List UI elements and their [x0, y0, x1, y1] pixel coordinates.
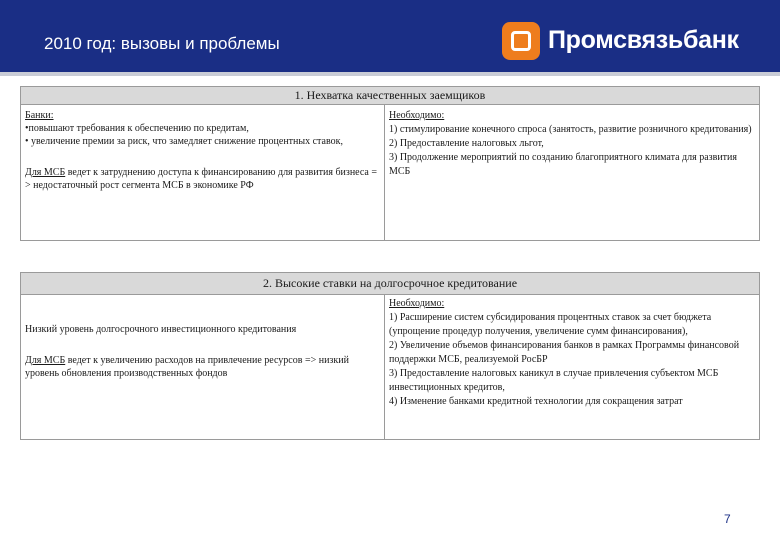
- measure-item: 1) Расширение систем субсидирования процентных ставок за счет бюджета (упрощение процедур получения, увеличение сумм финансирования),: [389, 312, 712, 337]
- measure-item: 2) Предоставление налоговых льгот,: [389, 138, 544, 149]
- measure-item: 4) Изменение банками кредитной технологии для сокращения затрат: [389, 396, 683, 407]
- header-divider: [0, 72, 780, 76]
- banks-label: Банки:: [25, 110, 54, 121]
- section-1-measures: [389, 109, 755, 179]
- slide-title: 2010 год: вызовы и проблемы: [44, 34, 280, 53]
- measure-item: 3) Продолжение мероприятий по созданию благоприятного климата для развития МСБ: [389, 152, 737, 177]
- measure-item: 1) стимулирование конечного спроса (занятость, развитие розничного кредитования): [389, 124, 752, 135]
- needed-label: Необходимо:: [389, 110, 445, 121]
- msb-text: ведет к затруднению доступа к финансированию для развития бизнеса = > недостаточный рост сегмента МСБ в экономике РФ: [25, 167, 378, 191]
- section-2-heading: 2. Высокие ставки на долгосрочное кредитование: [21, 273, 759, 295]
- problem-item-1: Низкий уровень долгосрочного инвестиционного кредитования: [25, 324, 297, 335]
- problem-item-2: • увеличение премии за риск, что замедляет снижение процентных ставок,: [25, 136, 344, 147]
- header-bar: [0, 0, 780, 72]
- msb-consequence: [25, 354, 381, 380]
- section-2-problems: [25, 297, 381, 380]
- section-1-problems: [25, 109, 381, 192]
- page-number: 7: [724, 512, 731, 526]
- section-2-measures: [389, 297, 755, 409]
- section-2: [20, 272, 760, 440]
- psb-logo-icon: [502, 22, 540, 60]
- column-divider: [384, 105, 385, 240]
- section-1-heading: 1. Нехватка качественных заемщиков: [21, 87, 759, 105]
- msb-consequence: [25, 166, 381, 192]
- measure-item: 3) Предоставление налоговых каникул в случае привлечения субъектом МСБ инвестиционных кредитов,: [389, 368, 719, 393]
- msb-label: Для МСБ: [25, 167, 66, 178]
- problem-item-1: •повышают требования к обеспечению по кредитам,: [25, 123, 249, 134]
- section-1: [20, 86, 760, 241]
- msb-label: Для МСБ: [25, 355, 66, 366]
- bank-logo-text: Промсвязьбанк: [548, 26, 739, 54]
- measure-item: 2) Увеличение объемов финансирования банков в рамках Программы финансовой поддержки МСБ, реализуемой РосБР: [389, 340, 740, 365]
- msb-text: ведет к увеличению расходов на привлечение ресурсов => низкий уровень обновления производственных фондов: [25, 355, 349, 379]
- needed-label: Необходимо:: [389, 298, 445, 309]
- column-divider: [384, 295, 385, 439]
